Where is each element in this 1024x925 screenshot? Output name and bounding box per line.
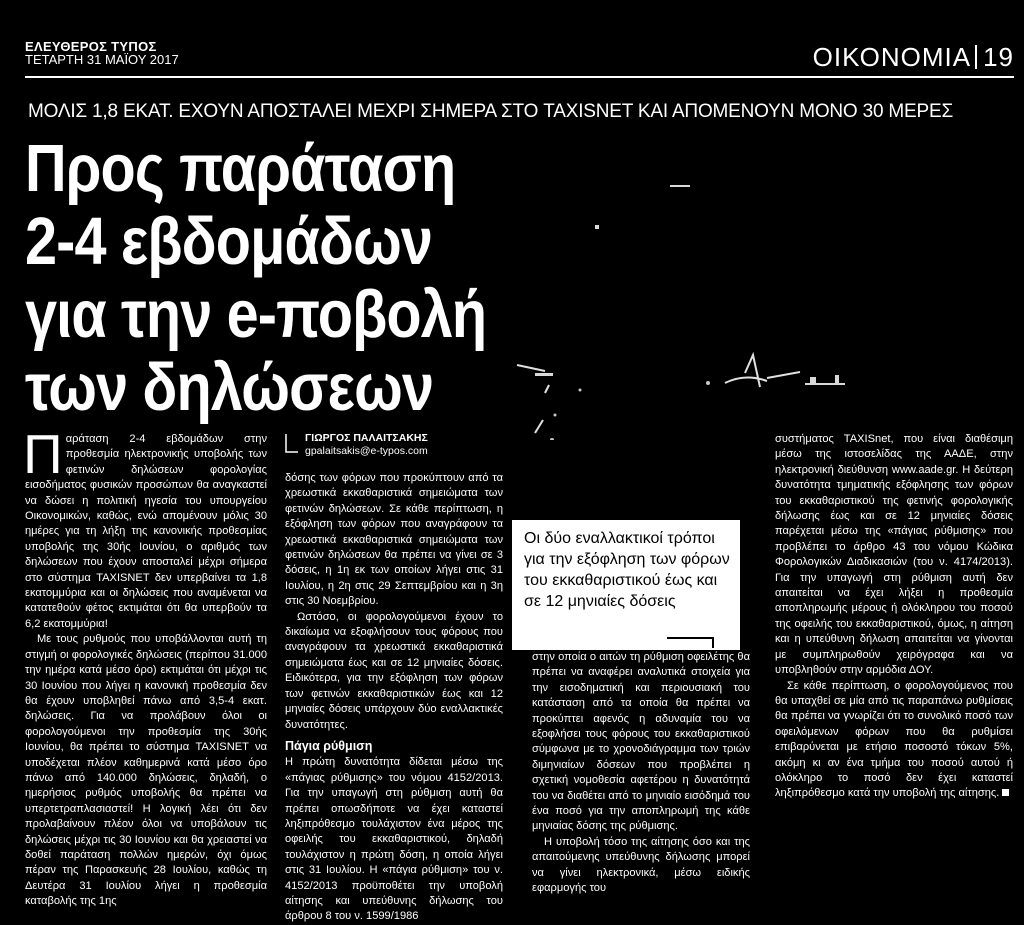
callout-box [512, 520, 740, 650]
article-lead [23, 423, 267, 632]
headline-line: 2-4 εβδομάδων [25, 204, 433, 279]
headline-line: για την e-ποβολή [25, 277, 487, 352]
byline [285, 432, 503, 457]
paragraph: στην οποία ο αιτών τη ρύθμιση οφειλέτης θα πρέπει να αναφέρει αναλυτικά στοιχεία για την εισοδηματική και περιουσιακή του κατάσταση από τα οποία θα πρέπει να προκύπτει αφενός η αδυναμία του να εξοφλήσει τους φόρους του εκκαθαριστικού σύμφωνα με το χρονοδιάγραμμα των τριών διμηνιαίων δόσεων που προβλέπει η σχετική νομοθεσία αφετέρου η δυνατότητά του να διαθέτει από το μηνιαίο εισόδημά του ένα ποσό για την αποπληρωμή της κάθε μηνιαίας δόσης της ρύθμισης. [532, 651, 750, 833]
newspaper-name: ΕΛΕΥΘΕΡΟΣ ΤΥΠΟΣ [25, 39, 157, 54]
pen-icon [285, 433, 299, 453]
headline-line: Προς παράταση [25, 131, 456, 206]
article-column-4 [775, 432, 1013, 802]
issue-date: ΤΕΤΑΡΤΗ 31 ΜΑΪΟΥ 2017 [25, 52, 179, 67]
subheading: Πάγια ρύθμιση [285, 738, 373, 753]
end-mark-icon [1002, 789, 1009, 796]
paragraph: Η υποβολή τόσο της αίτησης όσο και της απαιτούμενης υπεύθυνης δήλωσης μπορεί να γίνει ηλεκτρονικά, μέσω ειδικής εφαρμογής του [532, 835, 750, 895]
paragraph [775, 679, 1013, 802]
paragraph: Με τους ρυθμούς που υποβάλλονται αυτή τη στιγμή οι φορολογικές δηλώσεις (περίπου 31.000 την ημέρα κατά μέσο όρο) εκτιμάται ότι μέχρι τις 30 Ιουνίου που λήγει η κανονική προθεσμία δεν θα έχουν υποβληθεί πάνω από 3,5-4 εκατ. δηλώσεις. Για να προλάβουν όλοι οι φορολογούμενοι την προθεσμία της 30ής Ιουνίου, θα πρέπει το σύστημα TAXISNET να υποδέχεται πλέον καθημερινά κατά μέσο όρο πάνω από 140.000 δηλώσεις, δηλαδή, ο ημερήσιος ρυθμός υποβολής θα πρέπει να υπερτετραπλασιαστεί! Η λογική λέει ότι δεν προλαβαίνουν πλέον όλοι να υποβάλουν τις δηλώσεις μέχρι τις 30 Ιουνίου και θα χρειαστεί να δοθεί παράταση πολλών ημερών, όχι όμως πέραν της Παρασκευής 28 Ιουλίου, καθώς τη Δευτέρα 31 Ιουλίου λήγει η προθεσμία καταβολής της 1ης [25, 633, 267, 908]
article-column-1 [23, 423, 267, 910]
drop-cap: Π [23, 423, 63, 485]
dark-photo [505, 125, 1024, 440]
kicker: ΜΟΛΙΣ 1,8 ΕΚΑΤ. ΕΧΟΥΝ ΑΠΟΣΤΑΛΕΙ ΜΕΧΡΙ ΣΗΜΕΡΑ ΣΤΟ TAXISNET ΚΑΙ ΑΠΟΜΕΝΟΥΝ ΜΟΝΟ 30 ΜΕΡΕΣ [28, 101, 953, 122]
paragraph: Ωστόσο, οι φορολογούμενοι έχουν το δικαίωμα να εξοφλήσουν τους φόρους που αναγράφουν τα χρεωστικά εκκαθαριστικά σημειώματα έως και σε 12 μηνιαίες δόσεις. Ειδικότερα, για την εξόφληση των φόρων των φετινών εκκαθαριστικών έως και 12 μηνιαίες δόσεις υπάρχουν δύο εναλλακτικές δυνατότητες. [285, 610, 503, 731]
paragraph: συστήματος TAXISnet, που είναι διαθέσιμη μέσω της ιστοσελίδας της ΑΑΔΕ, στην ηλεκτρονική διεύθυνση www.aade.gr. Η δεύτερη δυνατότητα τμηματικής εξόφλησης των φόρων του εκκαθαριστικού της φετινής φορολογικής δήλωσης έως και σε 12 μηνιαίες δόσεις παρέχεται μέσω της «πάγιας ρύθμισης» που προβλέπει το άρθρο 43 του νόμου Κώδικα Φορολογικών Διαδικασιών (του ν. 4174/2013). Για την υπαγωγή στη ρύθμιση αυτή δεν απαιτείται να έχει λήξει η προθεσμία αποπληρωμής μέρους ή ολόκληρου του ποσού της οφειλής του εκκαθαριστικού, όμως, η αίτηση και η υπεύθυνη δήλωση απαιτείται να γίνονται με συμπληρωθούν χειρόγραφα και να υποβληθούν στην αρμόδια ΔΟΥ. [775, 433, 1013, 677]
paragraph: Η πρώτη δυνατότητα δίδεται μέσω της «πάγιας ρύθμισης» του νόμου 4152/2013. Για την υπαγωγή στη ρύθμιση αυτή θα πρέπει οπωσδήποτε να έχει καταστεί ληξιπρόθεσμο τουλάχιστον ένα μέρος της οφειλής του εκκαθαριστικού, δηλαδή τουλάχιστον η πρώτη δόση, η οποία λήγει στις 31 Ιουλίου. Η «πάγια ρύθμιση» του ν. 4152/2013 προϋποθέτει την υποβολή αίτησης και υπεύθυνης δήλωσης του άρθρου 8 του ν. 1599/1986 [285, 756, 503, 923]
headline-line: των δηλώσεων [25, 350, 434, 425]
paragraph-text: Σε κάθε περίπτωση, ο φορολογούμενος που θα υπαχθεί σε μία από τις παραπάνω ρυθμίσεις θα πρέπει να γνωρίζει ότι το συνολικό ποσό των οφειλόμενων φόρων που θα ρυθμίσει επιβαρύνεται με ετήσιο ποσοστό τόκων 5%, ακόμη κι αν ένα τμήμα του ποσού αυτού ή ολόκληρο το ποσό δεν έχει καταστεί ληξιπρόθεσμο κατά την υποβολή της αίτησης. [775, 679, 1013, 800]
paragraph: αράταση 2-4 εβδομάδων στην προθεσμία ηλεκτρονικής υποβολής των φετινών δηλώσεων φορολογίας εισοδήματος φυσικών προσώπων θα αναγκαστεί να δώσει η πολιτική ηγεσία του υπουργείου Οικονομικών, καθώς, ενώ απομένουν μόλις 30 ημέρες για τη λήξη της κανονικής προθεσμίας υποβολής της 30ής Ιουνίου, ο αριθμός των δηλώσεων που έχουν αποσταλεί μέχρι σήμερα στο σύστημα TAXISNET δεν υπερβαίνει τα 1,8 εκατομμύρια και οι δηλώσεις που αναμένεται να κατατεθούν φέτος εκτιμάται ότι θα υπερβούν τα 6,2 εκατομμύρια! [25, 433, 267, 630]
section-label [813, 44, 1014, 70]
article-column-2 [285, 432, 503, 925]
author-name: ΓΙΩΡΓΟΣ ΠΑΛΑΙΤΣΑΚΗΣ [305, 432, 428, 444]
callout-text: Οι δύο εναλλακτικοί τρόποι για την εξόφληση των φόρων του εκκαθαριστικού έως και σε 12 μηνιαίες δόσεις [524, 530, 730, 610]
author-email: gpalaitsakis@e-typos.com [305, 445, 428, 457]
section-divider [975, 45, 977, 69]
page-number: 19 [983, 42, 1014, 72]
masthead [25, 40, 179, 66]
callout-pointer [667, 630, 727, 650]
section-name: ΟΙΚΟΝΟΜΙΑ [812, 42, 972, 72]
article-column-3 [532, 650, 750, 897]
headline [25, 132, 486, 424]
paragraph: δόσης των φόρων που προκύπτουν από τα χρεωστικά εκκαθαριστικά σημειώματα των φετινών δηλώσεων. Σε κάθε περίπτωση, η εξόφληση των φόρων που αναγράφουν τα χρεωστικά εκκαθαριστικά σημειώματα των φετινών δηλώσεων θα πρέπει να γίνει σε 3 δόσεις, η 1η εκ των οποίων λήγει στις 31 Ιουλίου, η 2η στις 29 Σεπτεμβρίου και η 3η στις 30 Νοεμβρίου. [285, 472, 503, 608]
header-rule [25, 76, 1014, 78]
